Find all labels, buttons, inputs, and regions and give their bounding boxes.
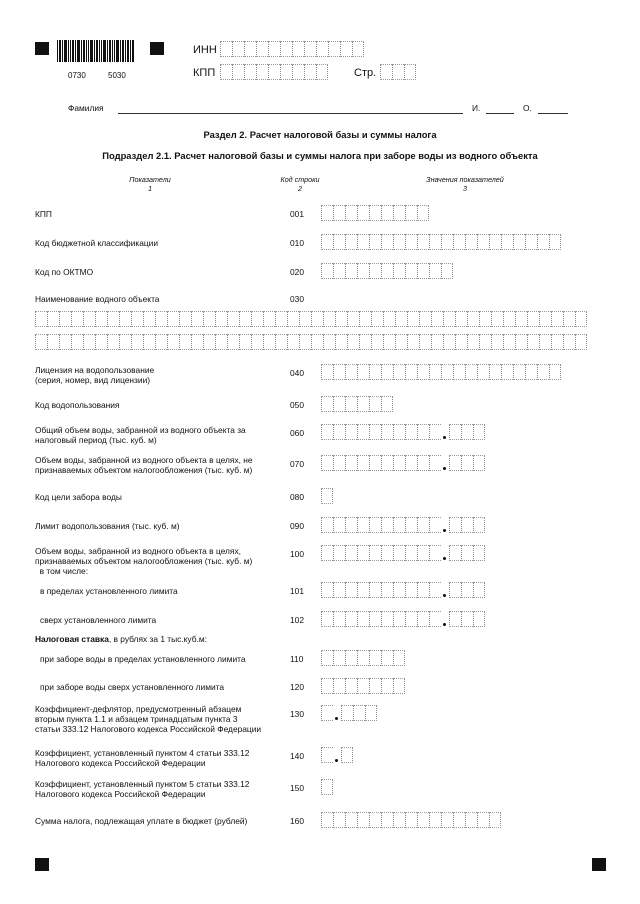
row-050-code: 050 — [290, 400, 304, 410]
row-060-code: 060 — [290, 428, 304, 438]
initial-o-line[interactable] — [538, 113, 568, 114]
row-160-label: Сумма налога, подлежащая уплате в бюджет (рублей) — [35, 816, 248, 826]
row-010-field[interactable] — [321, 234, 561, 250]
section-title: Раздел 2. Расчет налоговой базы и суммы налога — [203, 129, 437, 140]
row-050-label: Код водопользования — [35, 400, 120, 410]
row-080-code: 080 — [290, 492, 304, 502]
column-header-2: Код строки 2 — [280, 175, 320, 193]
barcode-number-right: 5030 — [108, 71, 126, 80]
row-030-field-line-2[interactable] — [35, 334, 587, 350]
row-001-field[interactable] — [321, 205, 429, 221]
row-140-label: Коэффициент, установленный пунктом 4 статьи 333.12 Налогового кодекса Российской Федерации — [35, 748, 250, 768]
row-110-label: при заборе воды в пределах установленного лимита — [40, 654, 246, 664]
row-130-code: 130 — [290, 709, 304, 719]
kpp-label: КПП — [193, 67, 216, 79]
row-102-field[interactable] — [321, 611, 485, 627]
row-102-label: сверх установленного лимита — [40, 615, 157, 625]
corner-marker-top-right — [150, 42, 164, 55]
subsection-title: Подраздел 2.1. Расчет налоговой базы и суммы налога при заборе воды из водного объекта — [102, 150, 538, 161]
row-110-code: 110 — [290, 654, 304, 664]
corner-marker-top-left — [35, 42, 49, 55]
row-102-code: 102 — [290, 615, 304, 625]
row-101-field[interactable] — [321, 582, 485, 598]
row-130-label: Коэффициент-дефлятор, предусмотренный абзацем вторым пункта 1.1 и абзацем тринадцатым пункта 3 статьи 333.12 Налогового кодекса Российской Федерации — [35, 704, 262, 734]
row-100-field[interactable] — [321, 545, 485, 561]
row-020-label: Код по ОКТМО — [35, 267, 94, 277]
tax-rate-heading: Налоговая ставка, в рублях за 1 тыс.куб.м: — [35, 634, 207, 644]
row-040-label: Лицензия на водопользование (серия, номер, вид лицензии) — [35, 365, 155, 385]
row-080-field[interactable] — [321, 488, 333, 504]
row-140-code: 140 — [290, 751, 304, 761]
kpp-field[interactable] — [220, 64, 328, 80]
initial-o-label: О. — [523, 103, 532, 113]
row-010-label: Код бюджетной классификации — [35, 238, 159, 248]
row-040-code: 040 — [290, 368, 304, 378]
row-090-field[interactable] — [321, 517, 485, 533]
row-020-field[interactable] — [321, 263, 453, 279]
row-140-field[interactable] — [321, 747, 353, 763]
corner-marker-bottom-left — [35, 858, 49, 871]
row-040-field[interactable] — [321, 364, 561, 380]
inn-field[interactable] — [220, 41, 364, 57]
row-160-field[interactable] — [321, 812, 501, 828]
row-080-label: Код цели забора воды — [35, 492, 122, 502]
surname-line[interactable] — [118, 113, 463, 114]
surname-label: Фамилия — [68, 103, 104, 113]
row-110-field[interactable] — [321, 650, 405, 666]
initial-i-line[interactable] — [486, 113, 514, 114]
row-150-field[interactable] — [321, 779, 333, 795]
row-100-code: 100 — [290, 549, 304, 559]
corner-marker-bottom-right — [592, 858, 606, 871]
row-101-code: 101 — [290, 586, 304, 596]
row-120-field[interactable] — [321, 678, 405, 694]
row-100-label: Объем воды, забранной из водного объекта в целях, признаваемых объектом налогообложения (тыс. куб. м) в том числе: — [35, 546, 253, 576]
row-150-label: Коэффициент, установленный пунктом 5 статьи 333.12 Налогового кодекса Российской Федерации — [35, 779, 250, 799]
row-120-label: при заборе воды сверх установленного лимита — [40, 682, 225, 692]
row-060-label: Общий объем воды, забранной из водного объекта за налоговый период (тыс. куб. м) — [35, 425, 246, 445]
row-050-field[interactable] — [321, 396, 393, 412]
row-070-code: 070 — [290, 459, 304, 469]
column-header-3: Значения показателей 3 — [426, 175, 504, 193]
row-030-code: 030 — [290, 294, 304, 304]
row-090-code: 090 — [290, 521, 304, 531]
initial-i-label: И. — [472, 103, 481, 113]
row-030-label: Наименование водного объекта — [35, 294, 160, 304]
row-070-label: Объем воды, забранной из водного объекта в целях, не признаваемых объектом налогообложения (тыс. куб. м) — [35, 455, 253, 475]
row-090-label: Лимит водопользования (тыс. куб. м) — [35, 521, 180, 531]
row-060-field[interactable] — [321, 424, 485, 440]
page-label: Стр. — [354, 67, 377, 79]
row-001-code: 001 — [290, 209, 304, 219]
row-030-field-line-1[interactable] — [35, 311, 587, 327]
row-010-code: 010 — [290, 238, 304, 248]
row-130-field[interactable] — [321, 705, 377, 721]
row-001-label: КПП — [35, 209, 52, 219]
row-101-label: в пределах установленного лимита — [40, 586, 178, 596]
inn-label: ИНН — [193, 44, 217, 56]
row-120-code: 120 — [290, 682, 304, 692]
row-070-field[interactable] — [321, 455, 485, 471]
page-field[interactable] — [380, 64, 416, 80]
barcode — [57, 40, 135, 70]
row-020-code: 020 — [290, 267, 304, 277]
barcode-number-left: 0730 — [68, 71, 86, 80]
row-160-code: 160 — [290, 816, 304, 826]
row-150-code: 150 — [290, 783, 304, 793]
column-header-1: Показатели 1 — [129, 175, 171, 193]
